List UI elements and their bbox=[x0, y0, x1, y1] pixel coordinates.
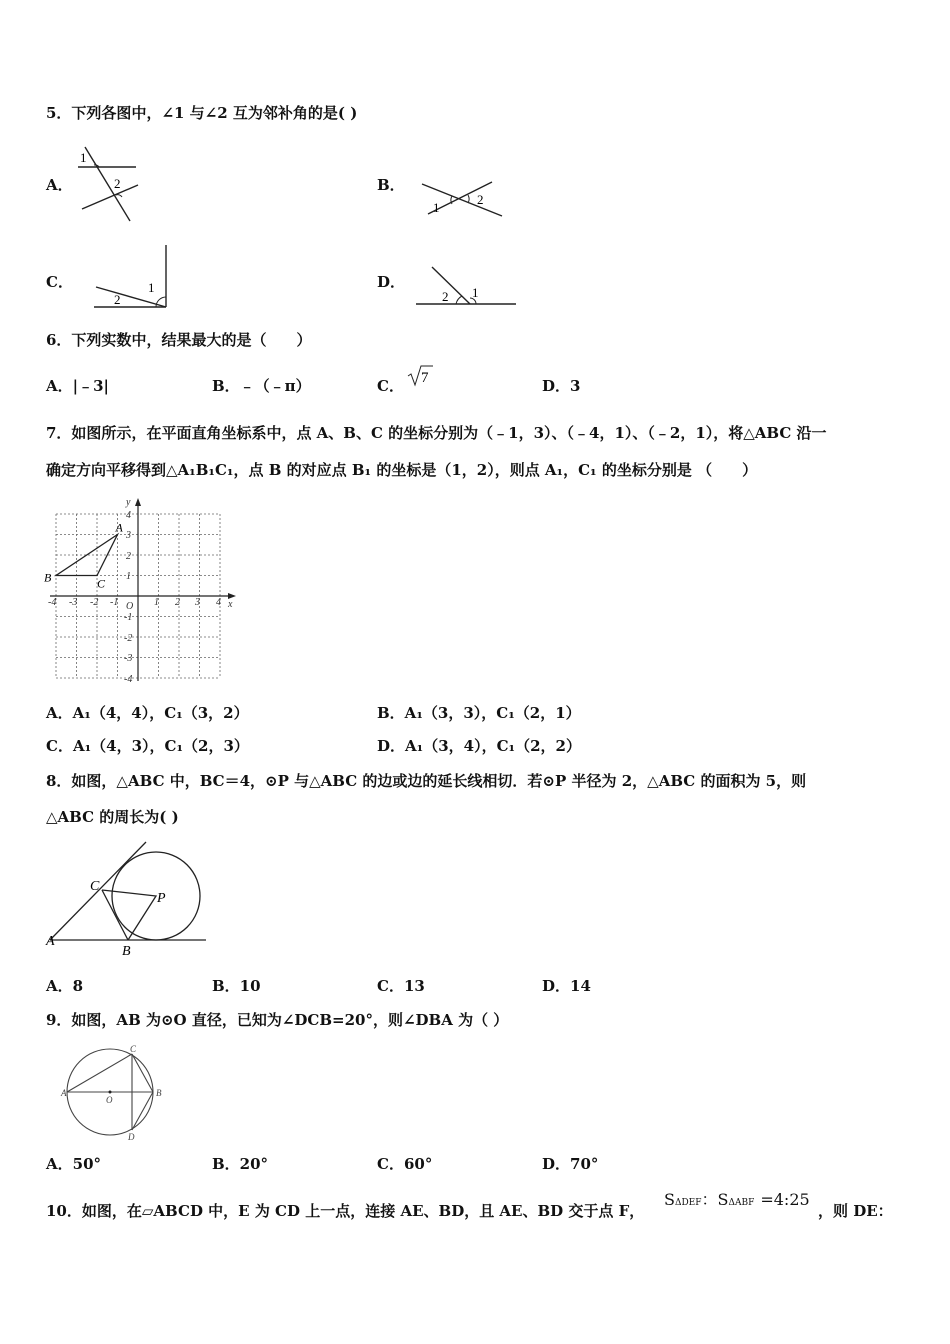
q5b-label-1: 1 bbox=[433, 200, 440, 215]
q8-option-a[interactable]: A．8 bbox=[46, 977, 84, 995]
q10-text-part2: ，则 DE： bbox=[818, 1202, 893, 1220]
q8-option-d[interactable]: D．14 bbox=[542, 977, 591, 995]
ratio-sub2: ΔABF bbox=[728, 1198, 755, 1208]
ytick-label: 4 bbox=[126, 510, 131, 521]
q9-label-c: C bbox=[130, 1044, 137, 1054]
ytick-label: -1 bbox=[124, 612, 133, 623]
x-axis-label: x bbox=[228, 599, 233, 610]
sqrt-radicand: 7 bbox=[421, 370, 429, 386]
q9-option-b[interactable]: B．20° bbox=[212, 1155, 269, 1173]
q8-label-b: B bbox=[122, 944, 131, 959]
q5a-label-2: 2 bbox=[114, 176, 121, 191]
q9-label-o: O bbox=[106, 1095, 113, 1105]
q9-option-a[interactable]: A．50° bbox=[46, 1155, 102, 1173]
q5-option-a[interactable]: A． bbox=[46, 176, 73, 194]
ytick-label: 3 bbox=[126, 530, 131, 541]
q8-label-a: A bbox=[46, 934, 55, 949]
q7-option-d[interactable]: D．A₁（3，4），C₁（2，2） bbox=[377, 737, 581, 755]
q8-line2: △ABC 的周长为( ) bbox=[46, 808, 179, 826]
q6-option-c[interactable]: C． bbox=[377, 377, 404, 395]
q9-option-d[interactable]: D．70° bbox=[542, 1155, 599, 1173]
q9-label-d: D bbox=[128, 1132, 135, 1140]
q5a-label-1: 1 bbox=[80, 150, 87, 165]
q5-figure-c bbox=[90, 243, 172, 309]
ratio-s1: S bbox=[664, 1190, 675, 1209]
q9-text: 9．如图，AB 为⊙O 直径，已知为∠DCB=20°，则∠DBA 为（ ） bbox=[46, 1011, 509, 1029]
y-axis-label: y bbox=[126, 497, 131, 508]
q8-figure bbox=[44, 840, 214, 960]
sqrt-symbol bbox=[406, 364, 434, 388]
q9-option-c[interactable]: C．60° bbox=[377, 1155, 433, 1173]
q5-option-b[interactable]: B． bbox=[377, 176, 405, 194]
origin-label: O bbox=[126, 601, 134, 612]
q7-line2: 确定方向平移得到△A₁B₁C₁，点 B 的对应点 B₁ 的坐标是（1，2），则点 A₁，C₁ 的坐标分别是 （ ） bbox=[46, 461, 758, 479]
q7-coordinate-graph bbox=[40, 493, 240, 683]
q5b-label-2: 2 bbox=[477, 192, 484, 207]
q5c-label-1: 1 bbox=[148, 280, 155, 295]
q6-text: 6．下列实数中，结果最大的是（ ） bbox=[46, 331, 312, 349]
xtick-label: 3 bbox=[195, 597, 200, 608]
q5d-label-1: 1 bbox=[472, 285, 479, 300]
q7-option-a[interactable]: A．A₁（4，4），C₁（3，2） bbox=[46, 704, 249, 722]
q5-text: 5．下列各图中，∠1 与∠2 互为邻补角的是( ) bbox=[46, 104, 358, 122]
ytick-label: 1 bbox=[126, 571, 131, 582]
q5-option-c[interactable]: C． bbox=[46, 273, 73, 291]
q8-option-b[interactable]: B．10 bbox=[212, 977, 261, 995]
q8-option-c[interactable]: C．13 bbox=[377, 977, 425, 995]
xtick-label: -1 bbox=[110, 597, 119, 608]
xtick-label: 4 bbox=[216, 597, 221, 608]
q5-figure-a bbox=[72, 145, 147, 223]
q5-figure-d bbox=[412, 263, 520, 309]
xtick-label: -3 bbox=[69, 597, 78, 608]
xtick-label: 2 bbox=[175, 597, 180, 608]
q10-area-ratio bbox=[664, 1187, 810, 1210]
q6-option-a[interactable]: A．|﹣3| bbox=[46, 377, 109, 395]
ratio-sub1: ΔDEF bbox=[674, 1198, 702, 1208]
q9-label-b: B bbox=[156, 1088, 162, 1098]
xtick-label: -2 bbox=[90, 597, 99, 608]
q10-text-part1: 10．如图，在▱ABCD 中，E 为 CD 上一点，连接 AE、BD，且 AE、BD 交于点 F， bbox=[46, 1202, 645, 1220]
q9-label-a: A bbox=[61, 1088, 67, 1098]
ratio-value: =4:25 bbox=[760, 1190, 810, 1209]
q5d-label-2: 2 bbox=[442, 289, 449, 304]
q5-option-d[interactable]: D． bbox=[377, 273, 406, 291]
q6-option-b[interactable]: B．﹣（﹣π） bbox=[212, 377, 311, 395]
q7-line1: 7．如图所示，在平面直角坐标系中，点 A、B、C 的坐标分别为（﹣1，3）、（﹣4，1）、（﹣2，1），将△ABC 沿一 bbox=[46, 424, 827, 442]
point-b-label: B bbox=[44, 570, 52, 585]
ytick-label: -3 bbox=[124, 653, 133, 664]
ytick-label: -4 bbox=[124, 674, 133, 683]
q7-option-b[interactable]: B．A₁（3，3），C₁（2，1） bbox=[377, 704, 581, 722]
q6-option-d[interactable]: D．3 bbox=[542, 377, 581, 395]
q5c-label-2: 2 bbox=[114, 292, 121, 307]
xtick-label: 1 bbox=[154, 597, 159, 608]
q8-line1: 8．如图，△ABC 中，BC＝4，⊙P 与△ABC 的边或边的延长线相切．若⊙P 半径为 2，△ABC 的面积为 5，则 bbox=[46, 772, 807, 790]
q7-option-c[interactable]: C．A₁（4，3），C₁（2，3） bbox=[46, 737, 249, 755]
q8-label-p: P bbox=[157, 891, 166, 906]
q5-figure-b bbox=[418, 178, 508, 220]
xtick-label: -4 bbox=[48, 597, 57, 608]
q9-figure bbox=[60, 1044, 168, 1140]
ytick-label: 2 bbox=[126, 551, 131, 562]
ratio-s2: S bbox=[717, 1190, 729, 1209]
ytick-label: -2 bbox=[124, 633, 133, 644]
point-c-label: C bbox=[97, 576, 106, 591]
q8-label-c: C bbox=[90, 879, 100, 894]
ratio-colon: ： bbox=[701, 1190, 718, 1209]
point-a-label: A bbox=[115, 520, 123, 535]
